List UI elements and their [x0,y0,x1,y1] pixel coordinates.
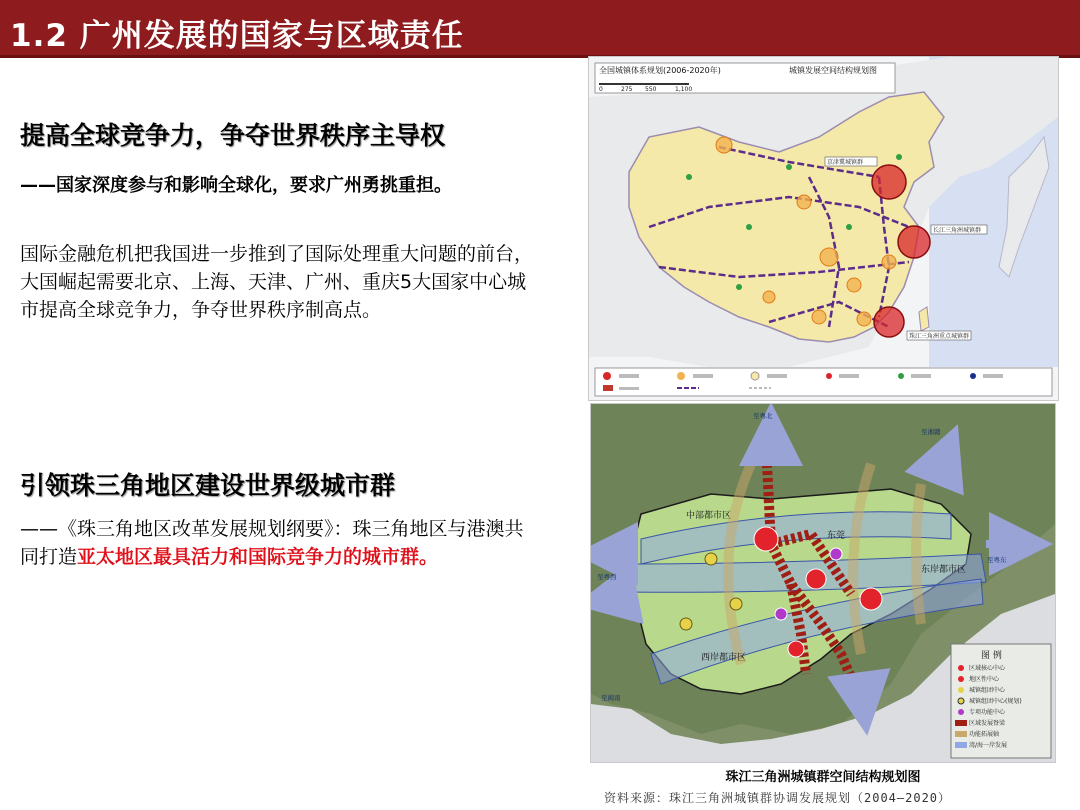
title-bar [0,0,1080,58]
map1-label-prd: 珠江三角洲重点城镇群 [909,333,970,340]
map1-scale-2: 550 [645,86,657,93]
section2-body-plain: ——《珠三角地区改革发展规划纲要》：珠三角地区与港澳共同打造 [20,518,524,568]
source-note: 资料来源：珠江三角洲城镇群协调发展规划（2004—2020） [604,791,952,805]
map1-scale-1: 275 [621,86,633,93]
map1-scale-3: 1,100 [675,86,693,93]
section2-body-highlight: 亚太地区最具活力和国际竞争力的城市群。 [77,546,439,568]
map2-dir-west: 至粤西 [597,573,617,581]
section1-body: 国际金融危机把我国进一步推到了国际处理重大问题的前台，大国崛起需要北京、上海、天津、广州、重庆5大国家中心城市提高全球竞争力，争夺世界秩序制高点。 [20,243,534,321]
map2-legend-8: 湾/海一岸发展 [969,742,1008,749]
section2-heading: 引领珠三角地区建设世界级城市群 [20,471,396,500]
map2-label-west: 西岸都市区 [701,653,747,663]
prd-spatial-structure-map [590,403,1056,763]
map2-label-dongguan: 东莞 [827,531,846,541]
map2-dir-hunan-jiangxi: 至湘赣 [921,428,941,436]
map2-label-east: 东岸都市区 [921,565,967,575]
section1-subheading: ——国家深度参与和影响全球化，要求广州勇挑重担。 [20,175,452,196]
map2-dir-south-fujian: 至闽南 [601,694,621,702]
map2-legend-4: 城镇组团中心(规划) [969,698,1022,705]
page-title: 1.2 广州发展的国家与区域责任 [10,18,464,54]
map2-legend-7: 功能拓展轴 [969,731,1000,738]
map1-title: 全国城镇体系规划(2006-2020年) [599,66,721,75]
map1-label-jingjinji: 京津冀城镇群 [827,159,864,166]
national-urban-system-map [588,56,1059,401]
map2-legend-6: 区域发展脊梁 [969,720,1006,727]
national-map-graphic [589,57,1058,400]
map1-subtitle: 城镇发展空间结构规划图 [789,66,877,75]
map1-scale-0: 0 [599,86,603,93]
map-caption: 珠江三角洲城镇群空间结构规划图 [725,770,921,785]
map2-dir-east: 至粤东 [987,556,1007,564]
map2-legend-title: 图 例 [981,651,1002,661]
map2-legend-3: 城镇组团中心 [969,687,1006,694]
map2-label-central: 中部都市区 [686,511,732,521]
section2-body [20,515,530,571]
prd-map-graphic [591,404,1055,762]
map2-legend-2: 地区性中心 [969,676,1000,683]
section1-heading: 提高全球竞争力，争夺世界秩序主导权 [20,121,446,150]
map1-label-yangtze: 长江三角洲城镇群 [933,227,982,234]
map2-dir-north: 至粤北 [753,412,773,420]
map2-legend-5: 专项功能中心 [969,709,1006,716]
map2-legend-1: 区域核心中心 [969,665,1006,672]
